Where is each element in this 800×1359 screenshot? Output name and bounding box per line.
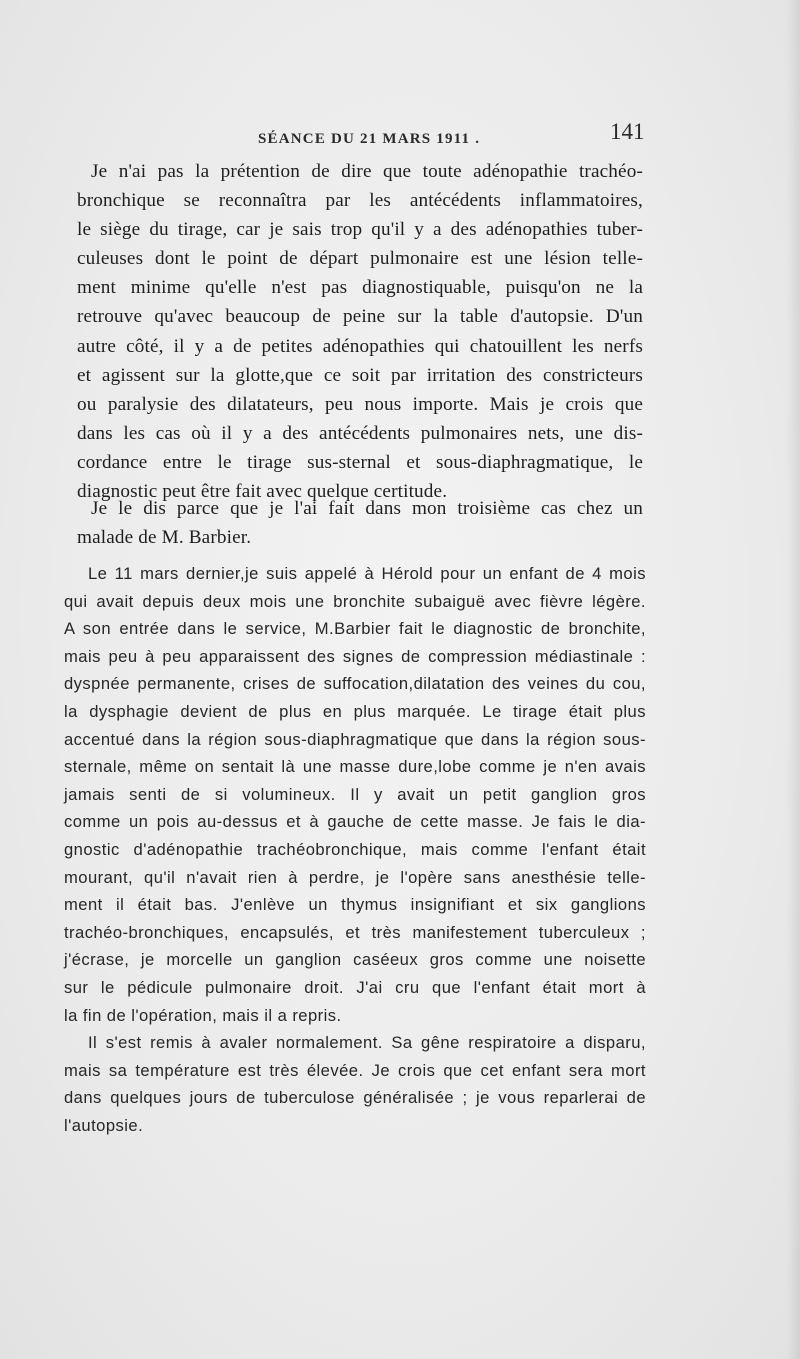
text-line: mourant, qu'il n'avait rien à perdre, je l'opère sans anesthésie telle- bbox=[64, 867, 646, 887]
text-line: sur le pédicule pulmonaire droit. J'ai cru que l'enfant était mort à bbox=[64, 977, 646, 997]
case-report bbox=[64, 560, 646, 1139]
page-edge-shadow bbox=[786, 0, 800, 1359]
text-line: trachéo-bronchiques, encapsulés, et très manifestement tuberculeux ; bbox=[64, 922, 646, 942]
text-line: jamais senti de si volumineux. Il y avait un petit ganglion gros bbox=[64, 784, 646, 804]
text-line: la fin de l'opération, mais il a repris. bbox=[64, 1005, 342, 1025]
text-line: culeuses dont le point de départ pulmonaire est une lésion telle- bbox=[77, 248, 643, 270]
text-line: dyspnée permanente, crises de suffocation,dilatation des veines du cou, bbox=[64, 674, 646, 694]
text-line: ou paralysie des dilatateurs, peu nous importe. Mais je crois que bbox=[77, 393, 643, 415]
text-line: ment il était bas. J'enlève un thymus insignifiant et six ganglions bbox=[64, 895, 646, 915]
text-line: j'écrase, je morcelle un ganglion caséeux gros comme une noisette bbox=[64, 950, 646, 970]
text-line: diagnostic peut être fait avec quelque certitude. bbox=[77, 481, 448, 503]
text-line: mais peu à peu apparaissent des signes de compression médiastinale : bbox=[64, 646, 646, 666]
text-line: Je n'ai pas la prétention de dire que toute adénopathie trachéo- bbox=[91, 161, 643, 182]
text-line: bronchique se reconnaîtra par les antécédents inflammatoires, bbox=[77, 190, 643, 212]
text-line: mais sa température est très élevée. Je crois que cet enfant sera mort bbox=[64, 1060, 646, 1080]
text-line: et agissent sur la glotte,que ce soit par irritation des constricteurs bbox=[77, 364, 643, 386]
paragraph-1 bbox=[77, 157, 643, 506]
text-line: A son entrée dans le service, M.Barbier fait le diagnostic de bronchite, bbox=[64, 619, 646, 639]
text-line: accentué dans la région sous-diaphragmatique que dans la région sous- bbox=[64, 729, 646, 749]
text-line: l'autopsie. bbox=[64, 1115, 144, 1135]
text-line: la dysphagie devient de plus en plus marquée. Le tirage était plus bbox=[64, 701, 646, 721]
text-line: Il s'est remis à avaler normalement. Sa gêne respiratoire a disparu, bbox=[88, 1033, 646, 1053]
text-line: sternale, même on sentait là une masse dure,lobe comme je n'en avais bbox=[64, 757, 646, 777]
page-number: 141 bbox=[610, 119, 645, 144]
text-line: cordance entre le tirage sus-sternal et sous-diaphragmatique, le bbox=[77, 451, 643, 473]
text-line: dans quelques jours de tuberculose généralisée ; je vous reparlerai de bbox=[64, 1088, 646, 1108]
text-line: qui avait depuis deux mois une bronchite subaiguë avec fièvre légère. bbox=[64, 591, 646, 611]
text-line: dans les cas où il y a des antécédents pulmonaires nets, une dis- bbox=[77, 422, 643, 444]
text-line: gnostic d'adénopathie trachéobronchique, mais comme l'enfant était bbox=[64, 839, 646, 859]
text-line: ment minime qu'elle n'est pas diagnostiquable, puisqu'on ne la bbox=[77, 277, 643, 299]
text-line: Le 11 mars dernier,je suis appelé à Hérold pour un enfant de 4 mois bbox=[88, 564, 646, 583]
text-line: comme un pois au-dessus et à gauche de cette masse. Je fais le dia- bbox=[64, 812, 646, 832]
paragraph-2 bbox=[77, 494, 643, 552]
text-line: autre côté, il y a de petites adénopathies qui chatouillent les nerfs bbox=[77, 335, 643, 357]
text-line: retrouve qu'avec beaucoup de peine sur la table d'autopsie. D'un bbox=[77, 306, 643, 328]
text-line: malade de M. Barbier. bbox=[77, 527, 252, 549]
running-head: SÉANCE DU 21 MARS 1911 . bbox=[258, 131, 481, 147]
text-line: le siège du tirage, car je sais trop qu'il y a des adénopathies tuber- bbox=[77, 219, 643, 241]
text-line: Je le dis parce que je l'ai fait dans mon troisième cas chez un bbox=[91, 498, 643, 519]
